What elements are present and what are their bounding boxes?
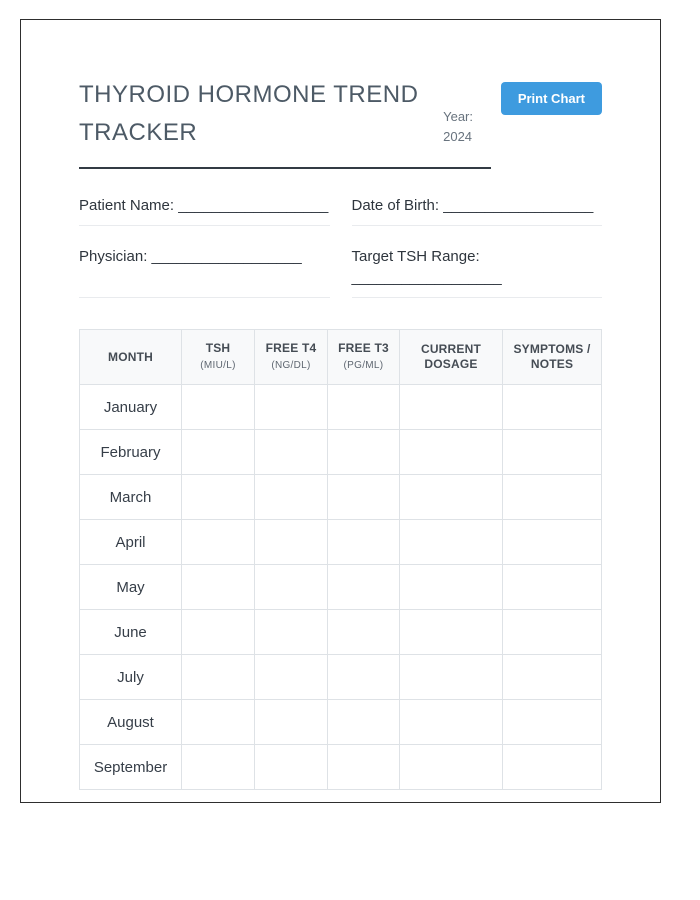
physician-blank: __________________	[151, 248, 302, 265]
tracker-table-body	[80, 385, 602, 790]
table-row	[80, 655, 602, 700]
free-t4-header-label: FREE T4	[265, 341, 317, 355]
header-actions	[491, 76, 602, 169]
month-cell: May	[80, 565, 182, 610]
page-title: THYROID HORMONE TREND TRACKER	[79, 81, 419, 146]
dosage-cell	[400, 475, 503, 520]
year-label: Year:	[443, 109, 473, 124]
patient-name-field	[79, 195, 330, 226]
physician-field	[79, 246, 330, 298]
table-row	[80, 475, 602, 520]
patient-name-label: Patient Name:	[79, 197, 175, 214]
tracker-table-header	[80, 330, 602, 385]
free-t4-cell	[255, 385, 328, 430]
tsh-cell	[182, 520, 255, 565]
tsh-cell	[182, 565, 255, 610]
dosage-cell	[400, 565, 503, 610]
tsh-header-unit: (MIU/L)	[200, 360, 236, 371]
month-cell: July	[80, 655, 182, 700]
tsh-cell	[182, 430, 255, 475]
table-row	[80, 385, 602, 430]
dosage-cell	[400, 610, 503, 655]
free-t3-cell	[328, 565, 400, 610]
free-t4-cell	[255, 610, 328, 655]
table-row	[80, 520, 602, 565]
tracker-page	[20, 19, 661, 803]
tsh-cell	[182, 745, 255, 790]
tsh-cell	[182, 475, 255, 520]
free-t3-cell	[328, 655, 400, 700]
free-t4-column-header	[255, 330, 328, 385]
patient-info	[79, 195, 602, 298]
tsh-cell	[182, 610, 255, 655]
tracker-table	[79, 329, 602, 790]
physician-label: Physician:	[79, 248, 148, 265]
free-t3-cell	[328, 385, 400, 430]
table-row	[80, 610, 602, 655]
notes-header-label: SYMPTOMS / NOTES	[513, 342, 591, 371]
notes-column-header	[503, 330, 602, 385]
header-row	[80, 330, 602, 385]
tsh-column-header	[182, 330, 255, 385]
tsh-cell	[182, 700, 255, 745]
target-tsh-range-field	[352, 246, 603, 298]
dosage-cell	[400, 430, 503, 475]
free-t4-cell	[255, 655, 328, 700]
month-column-header	[80, 330, 182, 385]
free-t4-cell	[255, 430, 328, 475]
free-t3-cell	[328, 475, 400, 520]
month-cell: April	[80, 520, 182, 565]
year-value: 2024	[443, 129, 473, 144]
dosage-cell	[400, 385, 503, 430]
free-t4-cell	[255, 700, 328, 745]
year-display	[443, 107, 473, 152]
notes-cell	[503, 520, 602, 565]
dosage-column-header	[400, 330, 503, 385]
free-t4-cell	[255, 475, 328, 520]
notes-cell	[503, 610, 602, 655]
print-chart-button[interactable]: Print Chart	[501, 82, 602, 115]
table-row	[80, 430, 602, 475]
free-t3-header-label: FREE T3	[338, 341, 389, 355]
dosage-cell	[400, 745, 503, 790]
patient-name-blank: __________________	[178, 197, 329, 214]
date-of-birth-blank: __________________	[443, 197, 594, 214]
dosage-cell	[400, 655, 503, 700]
target-tsh-range-label: Target TSH Range:	[351, 248, 480, 265]
header	[79, 76, 602, 169]
target-tsh-range-blank: __________________	[351, 269, 502, 286]
free-t3-cell	[328, 745, 400, 790]
dosage-cell	[400, 520, 503, 565]
notes-cell	[503, 700, 602, 745]
dosage-cell	[400, 700, 503, 745]
title-section	[79, 76, 491, 169]
month-cell: March	[80, 475, 182, 520]
free-t3-column-header	[328, 330, 400, 385]
month-cell: September	[80, 745, 182, 790]
month-cell: August	[80, 700, 182, 745]
tsh-header-label: TSH	[205, 341, 231, 355]
free-t3-cell	[328, 700, 400, 745]
free-t3-cell	[328, 610, 400, 655]
notes-cell	[503, 385, 602, 430]
tsh-cell	[182, 655, 255, 700]
month-cell: February	[80, 430, 182, 475]
free-t3-cell	[328, 520, 400, 565]
table-row	[80, 565, 602, 610]
month-cell: January	[80, 385, 182, 430]
free-t4-cell	[255, 745, 328, 790]
notes-cell	[503, 655, 602, 700]
notes-cell	[503, 565, 602, 610]
month-header-label: MONTH	[108, 349, 153, 364]
table-row	[80, 745, 602, 790]
date-of-birth-label: Date of Birth:	[351, 197, 440, 214]
free-t4-header-unit: (NG/DL)	[271, 360, 311, 371]
dosage-header-label: CURRENT DOSAGE	[420, 342, 482, 371]
date-of-birth-field	[352, 195, 603, 226]
notes-cell	[503, 430, 602, 475]
notes-cell	[503, 475, 602, 520]
tsh-cell	[182, 385, 255, 430]
free-t4-cell	[255, 520, 328, 565]
free-t3-cell	[328, 430, 400, 475]
month-cell: June	[80, 610, 182, 655]
table-row	[80, 700, 602, 745]
free-t3-header-unit: (PG/ML)	[343, 360, 384, 371]
notes-cell	[503, 745, 602, 790]
free-t4-cell	[255, 565, 328, 610]
